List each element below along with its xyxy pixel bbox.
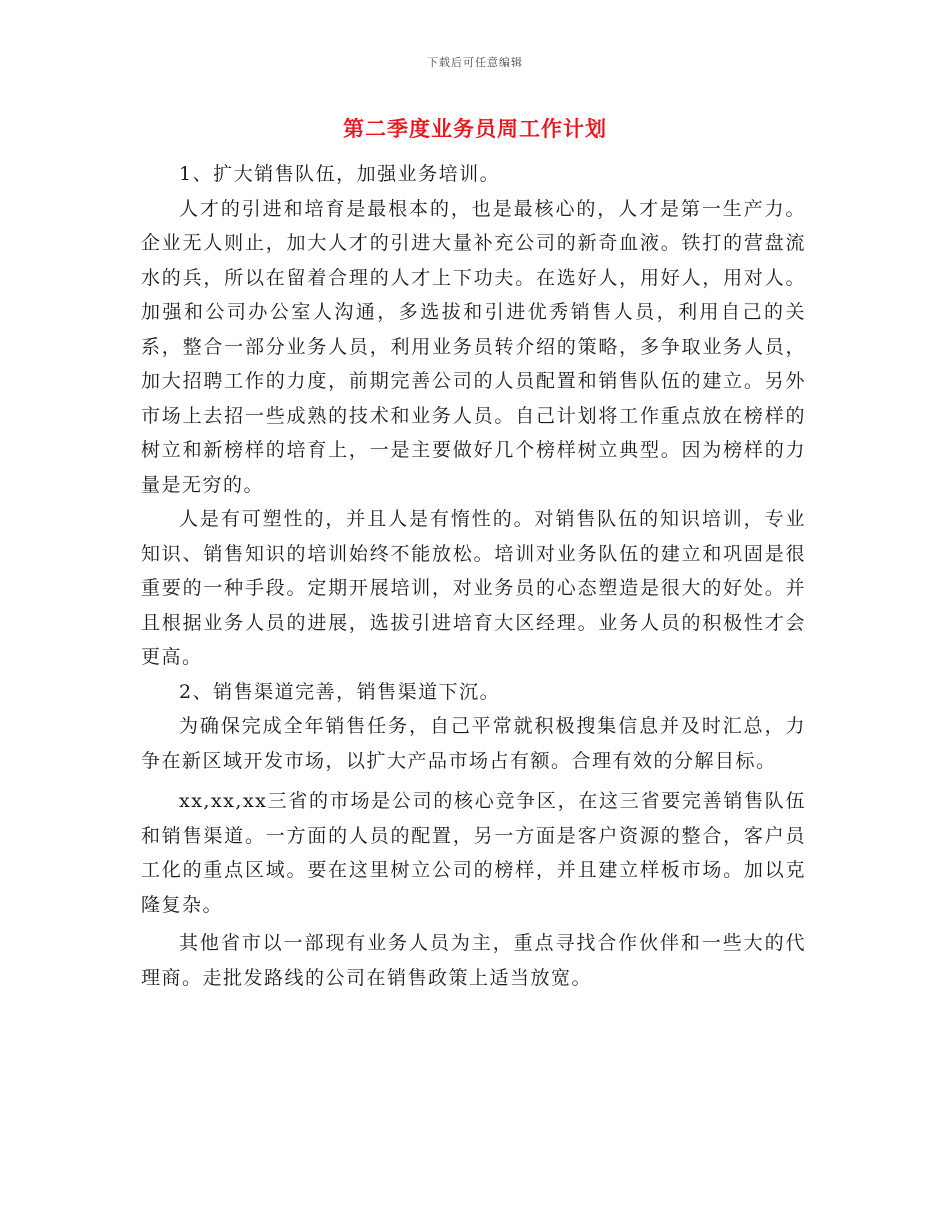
body-paragraph: 人才的引进和培育是最根本的，也是最核心的，人才是第一生产力。企业无人则止，加大人才的引进大量补充公司的新奇血液。铁打的营盘流水的兵，所以在留着合理的人才上下功夫。在选好人，用好人，用对人。加强和公司办公室人沟通，多选拔和引进优秀销售人员，利用自己的关系，整合一部分业务人员，利用业务员转介绍的策略，多争取业务人员，加大招聘工作的力度，前期完善公司的人员配置和销售队伍的建立。另外市场上去招一些成熟的技术和业务人员。自己计划将工作重点放在榜样的树立和新榜样的培育上，一是主要做好几个榜样树立典型。因为榜样的力量是无穷的。 [141,197,806,496]
page-header-note: 下载后可任意编辑 [427,56,523,69]
section-heading-1: 1、扩大销售队伍，加强业务培训。 [179,163,501,185]
body-paragraph: 为确保完成全年销售任务，自己平常就积极搜集信息并及时汇总，力争在新区域开发市场，以扩大产品市场占有额。合理有效的分解目标。 [141,715,806,772]
body-paragraph: 其他省市以一部现有业务人员为主，重点寻找合作伙伴和一些大的代理商。走批发路线的公司在销售政策上适当放宽。 [141,932,806,989]
body-paragraph: 人是有可塑性的，并且人是有惰性的。对销售队伍的知识培训，专业知识、销售知识的培训始终不能放松。培训对业务队伍的建立和巩固是很重要的一种手段。定期开展培训，对业务员的心态塑造是很大的好处。并且根据业务人员的进展，选拔引进培育大区经理。业务人员的积极性才会更高。 [141,508,806,668]
document-title: 第二季度业务员周工作计划 [343,116,607,141]
document-body [141,157,806,995]
section-heading-2: 2、销售渠道完善，销售渠道下沉。 [179,680,501,703]
body-paragraph: xx,xx,xx三省的市场是公司的核心竞争区，在这三省要完善销售队伍和销售渠道。一方面的人员的配置，另一方面是客户资源的整合，客户员工化的重点区域。要在这里树立公司的榜样，并且建立样板市场。加以克隆复杂。 [141,790,806,916]
